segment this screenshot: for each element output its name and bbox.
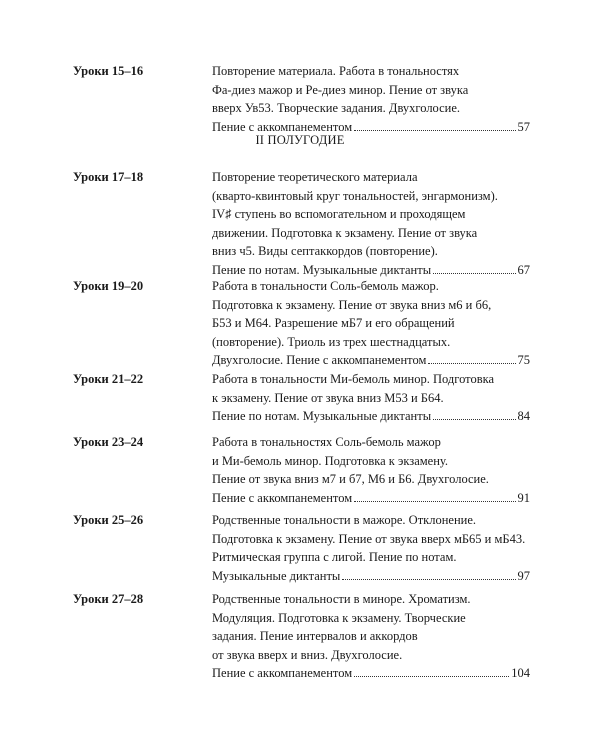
page-number: 104 [511,666,530,680]
description-line: Работа в тональности Соль-бемоль мажор. [212,279,439,293]
description-line: вверх Ув53. Творческие задания. Двухголосие. [212,101,461,115]
description-line: Пение от звука вниз м7 и б7, М6 и Б6. Двухголосие. [212,472,489,486]
description-line: Фа-диез мажор и Ре-диез минор. Пение от звука [212,82,469,97]
description-line: Модуляция. Подготовка к экзамену. Творческие [212,610,466,625]
description-line: Работа в тональности Ми-бемоль минор. Подготовка [212,372,495,386]
lesson-label: Уроки 17–18 [73,170,144,184]
lesson-label: Уроки 25–26 [73,513,144,527]
description-line: вниз ч5. Виды септаккордов (повторение). [212,244,438,258]
lesson-label: Уроки 21–22 [73,372,144,386]
toc-last-line [212,407,530,426]
page-number: 67 [517,262,530,277]
lesson-description [212,168,530,279]
lesson-description [212,370,530,426]
leader-dots [433,419,515,420]
description-line: (кварто-квинтовый круг тональностей, энгармонизм). [212,188,498,203]
toc-last-line [212,664,530,683]
description-line: движении. Подготовка к экзамену. Пение от звука [212,225,478,240]
description-line: Пение с аккомпанементом [212,666,353,680]
description-line: Пение по нотам. Музыкальные диктанты [212,409,432,423]
description-line: Подготовка к экзамену. Пение от звука вниз м6 и б6, [212,297,492,312]
leader-dots [354,676,509,677]
description-line: Пение с аккомпанементом [212,490,353,505]
description-line: Пение по нотам. Музыкальные диктанты [212,262,432,277]
description-line: IV♯ ступень во вспомогательном и проходящем [212,207,466,221]
leader-dots [433,273,515,274]
lesson-label: Уроки 19–20 [73,279,144,293]
leader-dots [354,501,515,502]
description-line: к экзамену. Пение от звука вниз М53 и Б64. [212,390,444,405]
lesson-label: Уроки 15–16 [73,64,144,78]
leader-dots [342,579,515,580]
page-number: 75 [517,353,530,367]
lesson-label: Уроки 27–28 [73,592,144,606]
description-line: Родственные тональности в миноре. Хроматизм. [212,592,471,606]
leader-dots [428,363,515,364]
description-line: задания. Пение интервалов и аккордов [212,629,418,643]
description-line: Ритмическая группа с лигой. Пение по нотам. [212,550,457,564]
section-heading: II ПОЛУГОДИЕ [255,133,345,147]
description-line: Повторение теоретического материала [212,170,418,184]
toc-last-line [212,351,530,370]
description-line: Пение с аккомпанементом [212,119,353,134]
description-line: Повторение материала. Работа в тональностях [212,64,460,78]
description-line: и Ми-бемоль минор. Подготовка к экзамену. [212,453,449,468]
toc-last-line [212,567,530,586]
description-line: (повторение). Триоль из трех шестнадцатых. [212,334,451,349]
lesson-description [212,433,530,507]
leader-dots [354,130,515,131]
toc-last-line [212,489,530,508]
lesson-description [212,277,530,370]
lesson-description [212,590,530,683]
description-line: Работа в тональностях Соль-бемоль мажор [212,435,441,449]
page-number: 84 [517,409,530,423]
lesson-label: Уроки 23–24 [73,435,144,449]
page-number: 97 [517,568,530,583]
description-line: Родственные тональности в мажоре. Отклонение. [212,513,477,527]
description-line: Подготовка к экзамену. Пение от звука вверх мБ65 и мБ43. [212,531,526,546]
page-number: 91 [517,490,530,505]
description-line: Двухголосие. Пение с аккомпанементом [212,353,427,367]
description-line: Музыкальные диктанты [212,568,341,583]
description-line: Б53 и М64. Разрешение мБ7 и его обращений [212,316,455,330]
page-number: 57 [517,119,530,134]
lesson-description [212,511,530,585]
description-line: от звука вверх и вниз. Двухголосие. [212,647,403,662]
lesson-description [212,62,530,136]
